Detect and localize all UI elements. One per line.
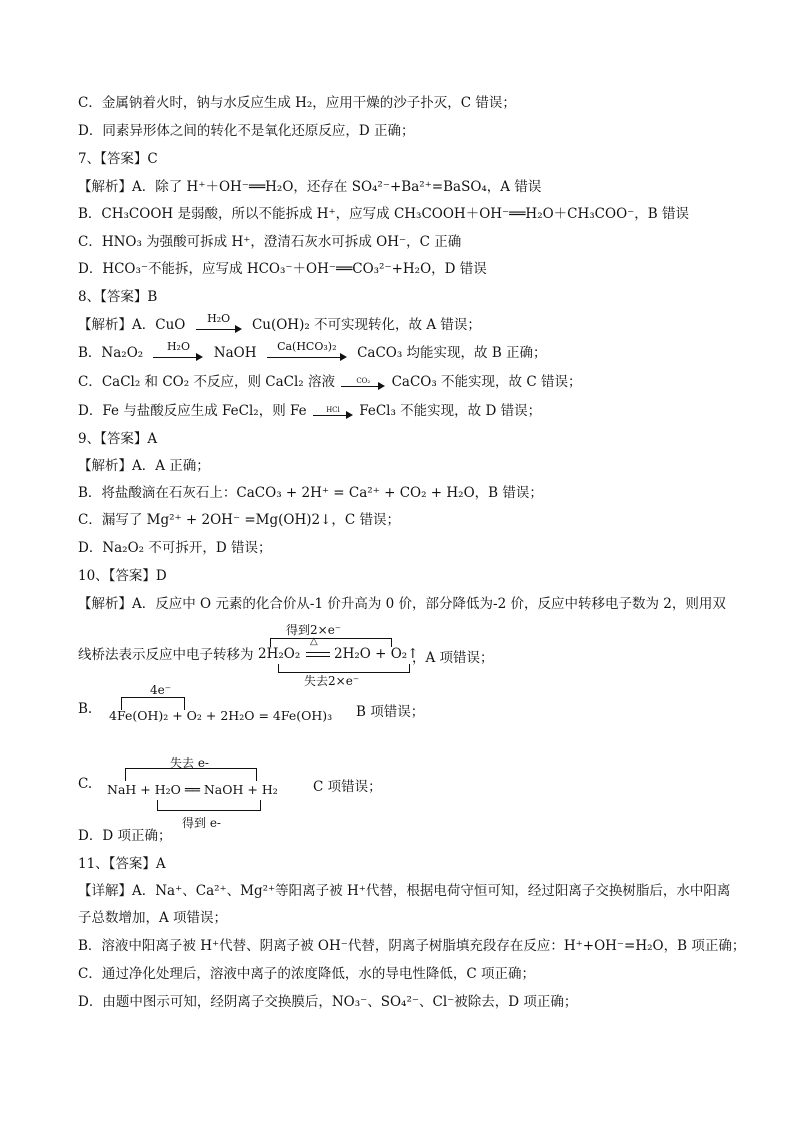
q10-a-line2-prefix: 线桥法表示反应中电子转移为 [78, 647, 254, 663]
q8-a-post: Cu(OH)₂ 不可实现转化，故 A 错误； [251, 317, 481, 333]
arrow-label: HCl [326, 405, 340, 414]
reaction-arrow [341, 374, 385, 392]
text-line: 【解析】A．除了 H⁺＋OH⁻══H₂O，还存在 SO₄²⁻+Ba²⁺=BaSO₄，A 错误 [78, 179, 542, 195]
text-line: C．HNO₃ 为强酸可拆成 H⁺，澄清石灰水可拆成 OH⁻，C 正确 [78, 234, 462, 250]
text-line: C．通过净化处理后，溶液中离子的浓度降低，水的导电性降低，C 项正确； [78, 966, 535, 982]
reaction-arrow [313, 403, 353, 421]
q10-c-label: C. [78, 776, 93, 792]
equation: 4Fe(OH)₂ + O₂ + 2H₂O = 4Fe(OH)₃ [109, 708, 333, 723]
q8-b-mid: NaOH [213, 345, 257, 361]
q10-b-label: B. [78, 701, 93, 717]
text-line: B．将盐酸滴在石灰石上：CaCO₃ + 2H⁺ = Ca²⁺ + CO₂ + H₂O，B 错误； [78, 485, 543, 501]
text-line: 7、【答案】C [78, 151, 158, 167]
reaction-arrow [267, 339, 347, 363]
lose-electron-label: 失去2×e⁻ [304, 674, 360, 688]
text-line: 9、【答案】A [78, 431, 158, 447]
q8-option-b [78, 339, 547, 363]
q8-b-post: CaCO₃ 均能实现，故 B 正确； [357, 345, 547, 361]
text-line: 【详解】A．Na⁺、Ca²⁺、Mg²⁺等阳离子被 H⁺代替，根据电荷守恒可知，经过阳离子交换树脂后，水中阳离 [78, 883, 731, 899]
electron-count-label: 4e⁻ [150, 683, 172, 697]
text-line: 【解析】A．A 正确； [78, 458, 210, 474]
text-line: D．HCO₃⁻不能拆，应写成 HCO₃⁻＋OH⁻══CO₃²⁻+H₂O，D 错误 [78, 261, 487, 277]
gain-electron-label: 得到2×e⁻ [286, 623, 342, 637]
q10-c-post: C 项错误； [313, 779, 382, 795]
q8-option-a [78, 311, 481, 335]
equation-right: 2H₂O + O₂↑ [334, 646, 419, 662]
text-line: D．D 项正确； [78, 828, 172, 844]
gain-bridge-line [157, 800, 261, 811]
q8-option-d [78, 402, 541, 421]
heat-condition: △ [310, 636, 318, 647]
arrow-label: H₂O [207, 311, 231, 325]
reaction-arrow [153, 339, 203, 363]
text-line: D．同素异形体之间的转化不是氧化还原反应，D 正确； [78, 123, 415, 139]
q8-a-pre: 【解析】A．CuO [78, 317, 186, 333]
arrow-label: Ca(HCO₃)₂ [277, 339, 337, 353]
text-line: 【解析】A．反应中 O 元素的化合价从-1 价升高为 0 价，部分降低为-2 价，反应中转移电子数为 2，则用双 [78, 596, 726, 612]
q8-d-pre: D．Fe 与盐酸反应生成 FeCl₂，则 Fe [78, 403, 307, 419]
text-line: B．溶液中阳离子被 H⁺代替、阴离子被 OH⁻代替，阴离子树脂填充段存在反应：H⁺+OH⁻=H₂O，B 项正确； [78, 938, 746, 954]
q10-a-post: ，A 项错误； [412, 650, 494, 666]
gain-electron-label: 得到 e- [182, 816, 221, 830]
equal-sign [306, 652, 330, 657]
arrow-label: H₂O [166, 339, 190, 353]
text-line: B．CH₃COOH 是弱酸，所以不能拆成 H⁺，应写成 CH₃COOH＋OH⁻══H₂O＋CH₃COO⁻，B 错误 [78, 206, 689, 222]
q8-d-post: FeCl₃ 不能实现，故 D 错误； [359, 403, 542, 419]
q8-option-c [78, 373, 581, 392]
q10-b-post: B 项错误； [356, 704, 425, 720]
text-line: D．Na₂O₂ 不可拆开，D 错误； [78, 540, 272, 556]
text-line: 子总数增加，A 项错误； [78, 910, 228, 926]
arrow-label: CO₂ [356, 376, 371, 385]
lose-electron-label: 失去 e- [170, 756, 209, 770]
text-line: D．由题中图示可知，经阴离子交换膜后，NO₃⁻、SO₄²⁻、Cl⁻被除去，D 项正确； [78, 994, 578, 1010]
equation-left: 2H₂O₂ [258, 646, 301, 662]
reaction-arrow [196, 311, 242, 335]
text-line: C．金属钠着火时，钠与水反应生成 H₂，应用干燥的沙子扑灭，C 错误； [78, 95, 516, 111]
text-line: 8、【答案】B [78, 289, 158, 305]
q8-c-post: CaCO₃ 不能实现，故 C 错误； [391, 374, 582, 390]
equation: NaH + H₂O ══ NaOH + H₂ [107, 782, 278, 797]
q8-b-pre: B．Na₂O₂ [78, 345, 144, 361]
q8-c-pre: C．CaCl₂ 和 CO₂ 不反应，则 CaCl₂ 溶液 [78, 374, 335, 390]
text-line: C．漏写了 Mg²⁺ + 2OH⁻ =Mg(OH)2↓，C 错误； [78, 512, 401, 528]
text-line: 11、【答案】A [78, 856, 166, 872]
text-line: 10、【答案】D [78, 568, 167, 584]
lose-bridge-line [125, 768, 257, 781]
